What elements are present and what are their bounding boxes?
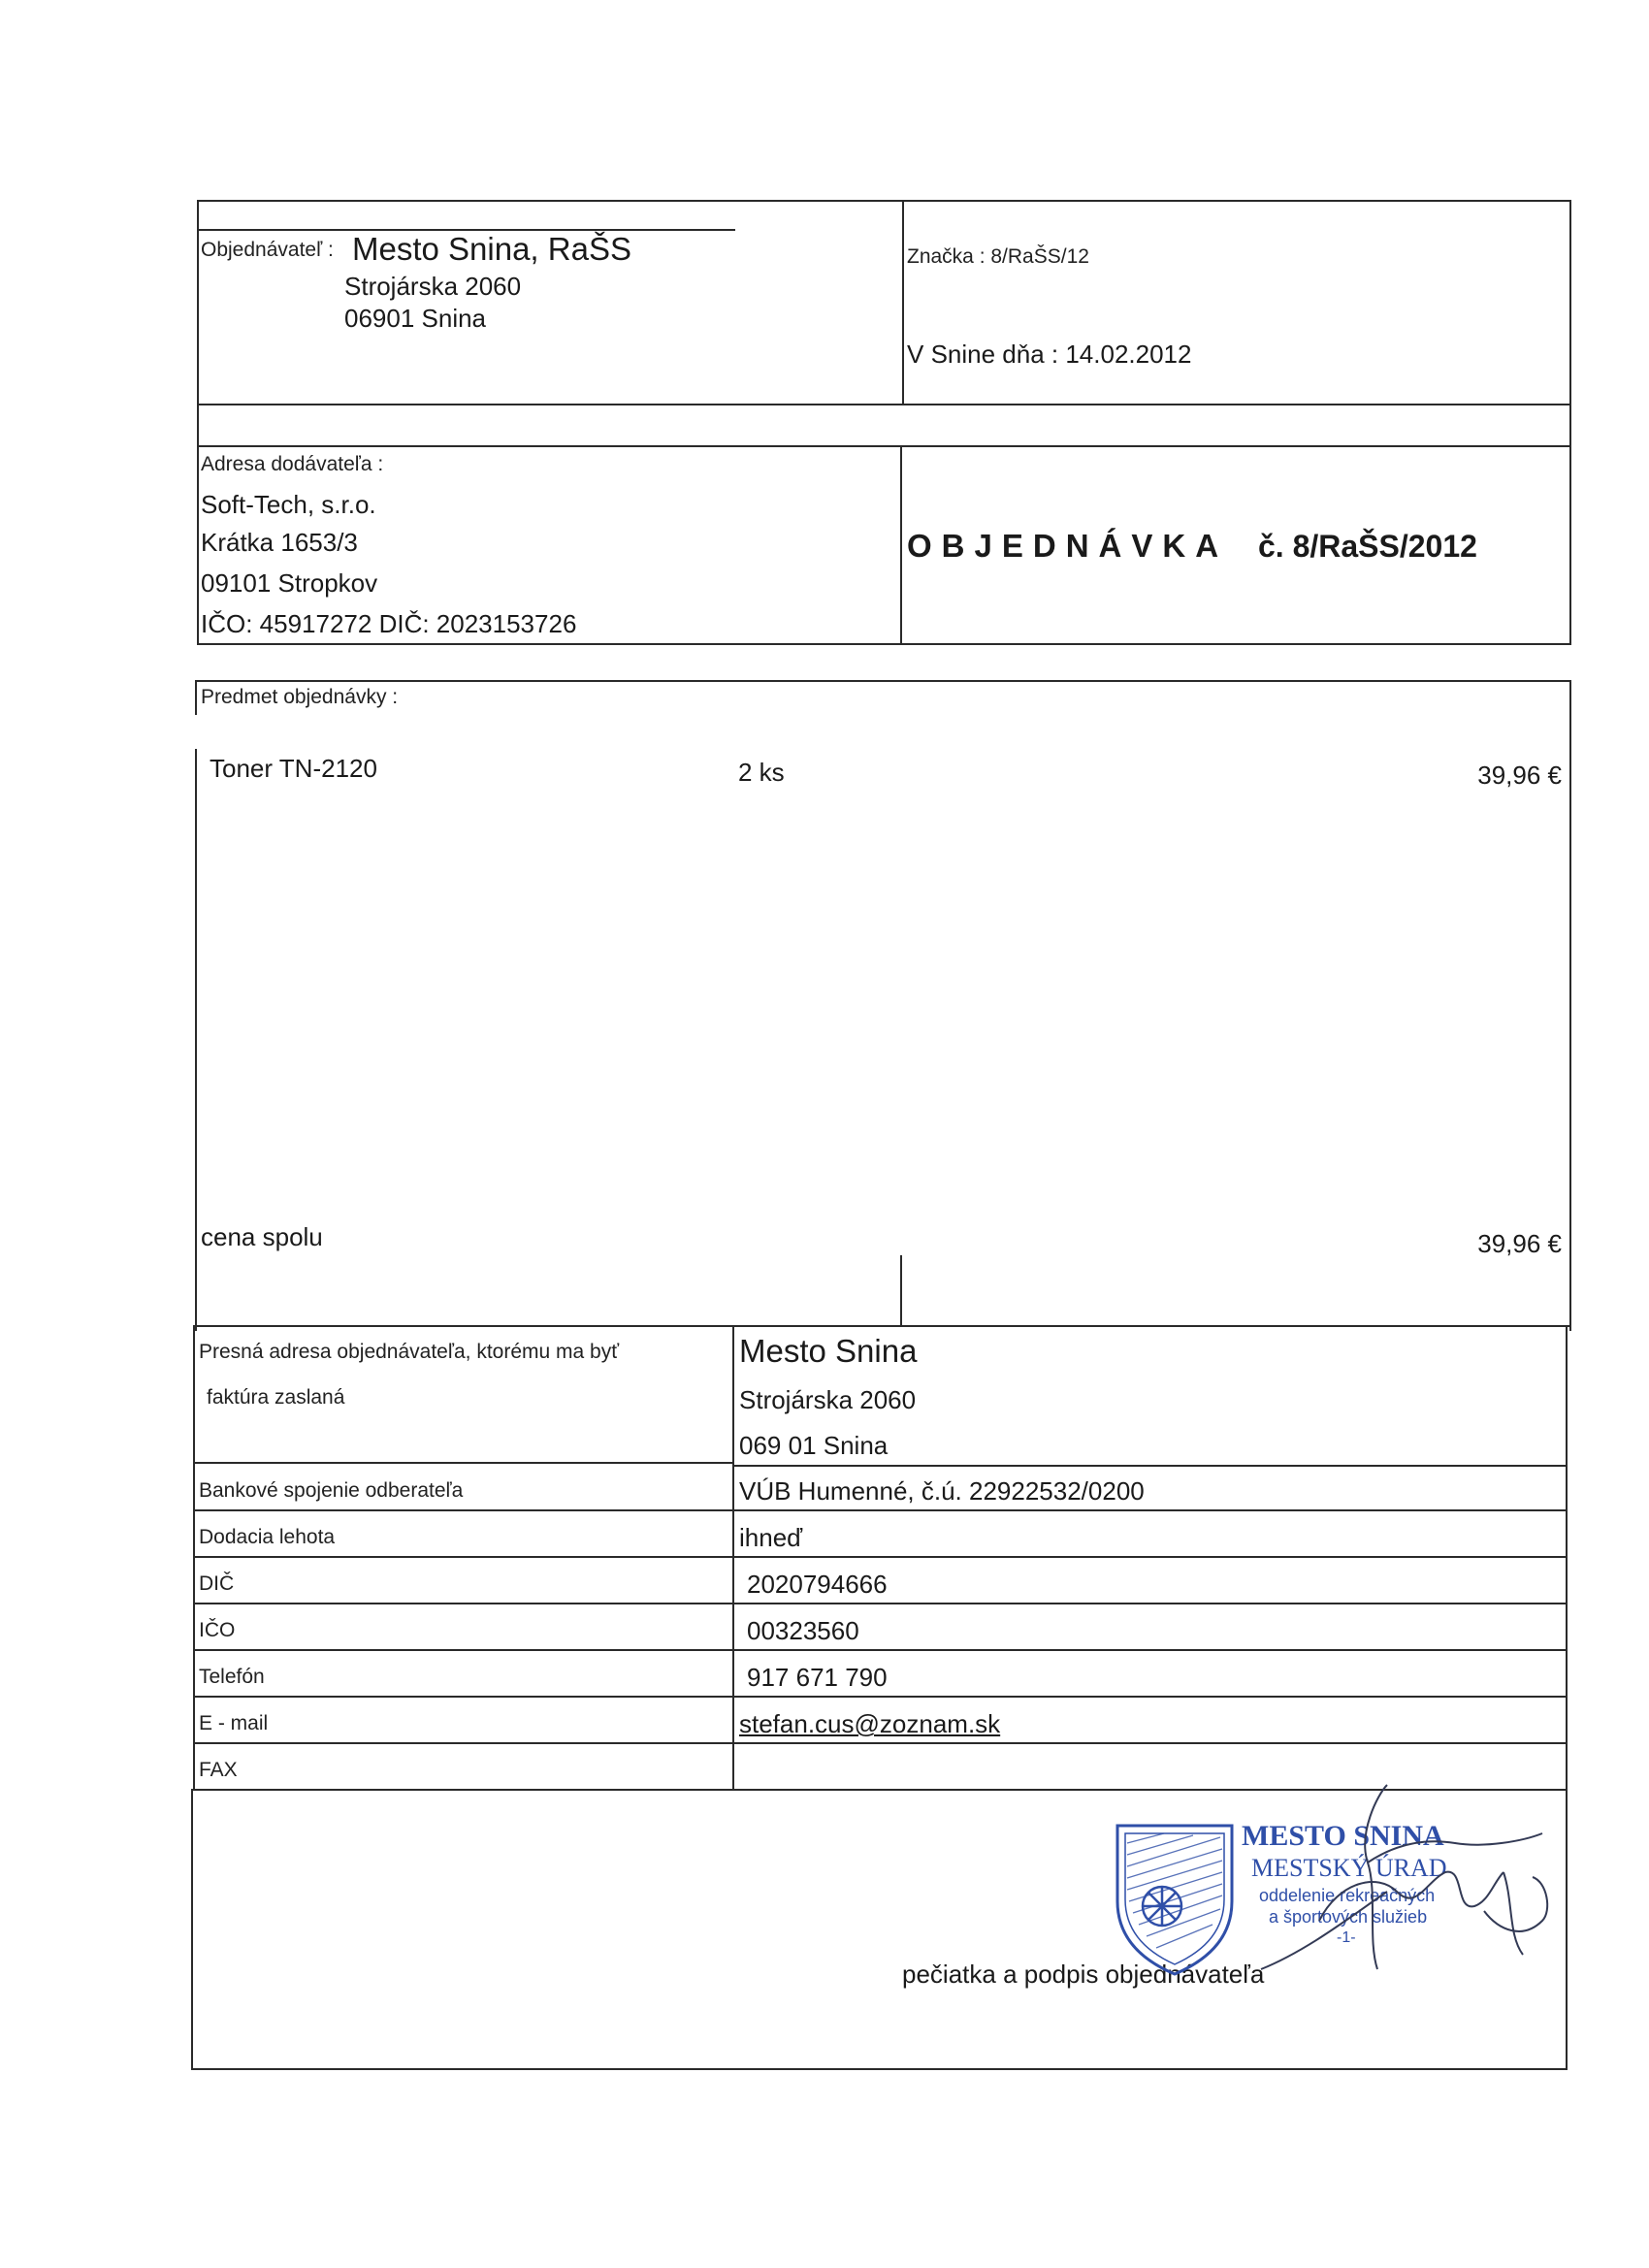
item-name: Toner TN-2120 [210,754,377,783]
order-reference: Značka : 8/RaŠS/12 [907,245,1089,268]
order-number: č. 8/RaŠS/2012 [1258,529,1477,564]
bank-label: Bankové spojenie odberateľa [199,1479,464,1502]
fax-label: FAX [199,1759,238,1781]
ico-label: IČO [199,1619,236,1641]
orderer-label: Objednávateľ : [201,239,334,261]
stamp-line-2: MESTSKÝ ÚRAD [1251,1854,1447,1882]
delivery-label: Dodacia lehota [199,1526,336,1548]
supplier-ids: IČO: 45917272 DIČ: 2023153726 [201,609,577,638]
total-label: cena spolu [201,1222,323,1251]
supplier-city: 09101 Stropkov [201,568,378,598]
invoice-street: Strojárska 2060 [739,1385,917,1414]
subject-label: Predmet objednávky : [201,686,399,708]
handwritten-signature [1232,1775,1552,1989]
orderer-city: 06901 Snina [344,304,487,333]
invoice-address-label: Presná adresa objednávateľa, ktorému ma byť [199,1341,620,1363]
stamp-line-5: -1- [1337,1929,1356,1946]
order-date: V Snine dňa : 14.02.2012 [907,340,1192,369]
invoice-city: 069 01 Snina [739,1431,889,1460]
phone-value: 917 671 790 [747,1663,888,1692]
dic-value: 2020794666 [747,1570,888,1599]
supplier-street: Krátka 1653/3 [201,528,358,557]
total-value: 39,96 € [1477,1229,1562,1258]
delivery-value: ihneď [739,1523,803,1552]
stamp-line-4: a športových služieb [1269,1907,1428,1927]
email-label: E - mail [199,1712,269,1734]
phone-label: Telefón [199,1666,265,1688]
item-price: 39,96 € [1477,761,1562,790]
email-link[interactable]: stefan.cus@zoznam.sk [739,1709,1001,1738]
stamp-line-3: oddelenie rekreačných [1259,1886,1436,1905]
dic-label: DIČ [199,1572,235,1595]
supplier-label: Adresa dodávateľa : [201,453,384,475]
supplier-name: Soft-Tech, s.r.o. [201,490,376,519]
orderer-name: Mesto Snina, RaŠS [352,231,631,267]
orderer-street: Strojárska 2060 [344,272,522,301]
item-quantity: 2 ks [738,758,785,787]
stamp-line-1: MESTO SNINA [1242,1820,1444,1852]
bank-value: VÚB Humenné, č.ú. 22922532/0200 [739,1476,1145,1506]
order-title: OBJEDNÁVKA [907,528,1229,564]
signature-caption: pečiatka a podpis objednávateľa [902,1960,1265,1989]
invoice-name: Mesto Snina [739,1333,918,1369]
ico-value: 00323560 [747,1616,859,1645]
invoice-address-label-2: faktúra zaslaná [207,1386,345,1409]
